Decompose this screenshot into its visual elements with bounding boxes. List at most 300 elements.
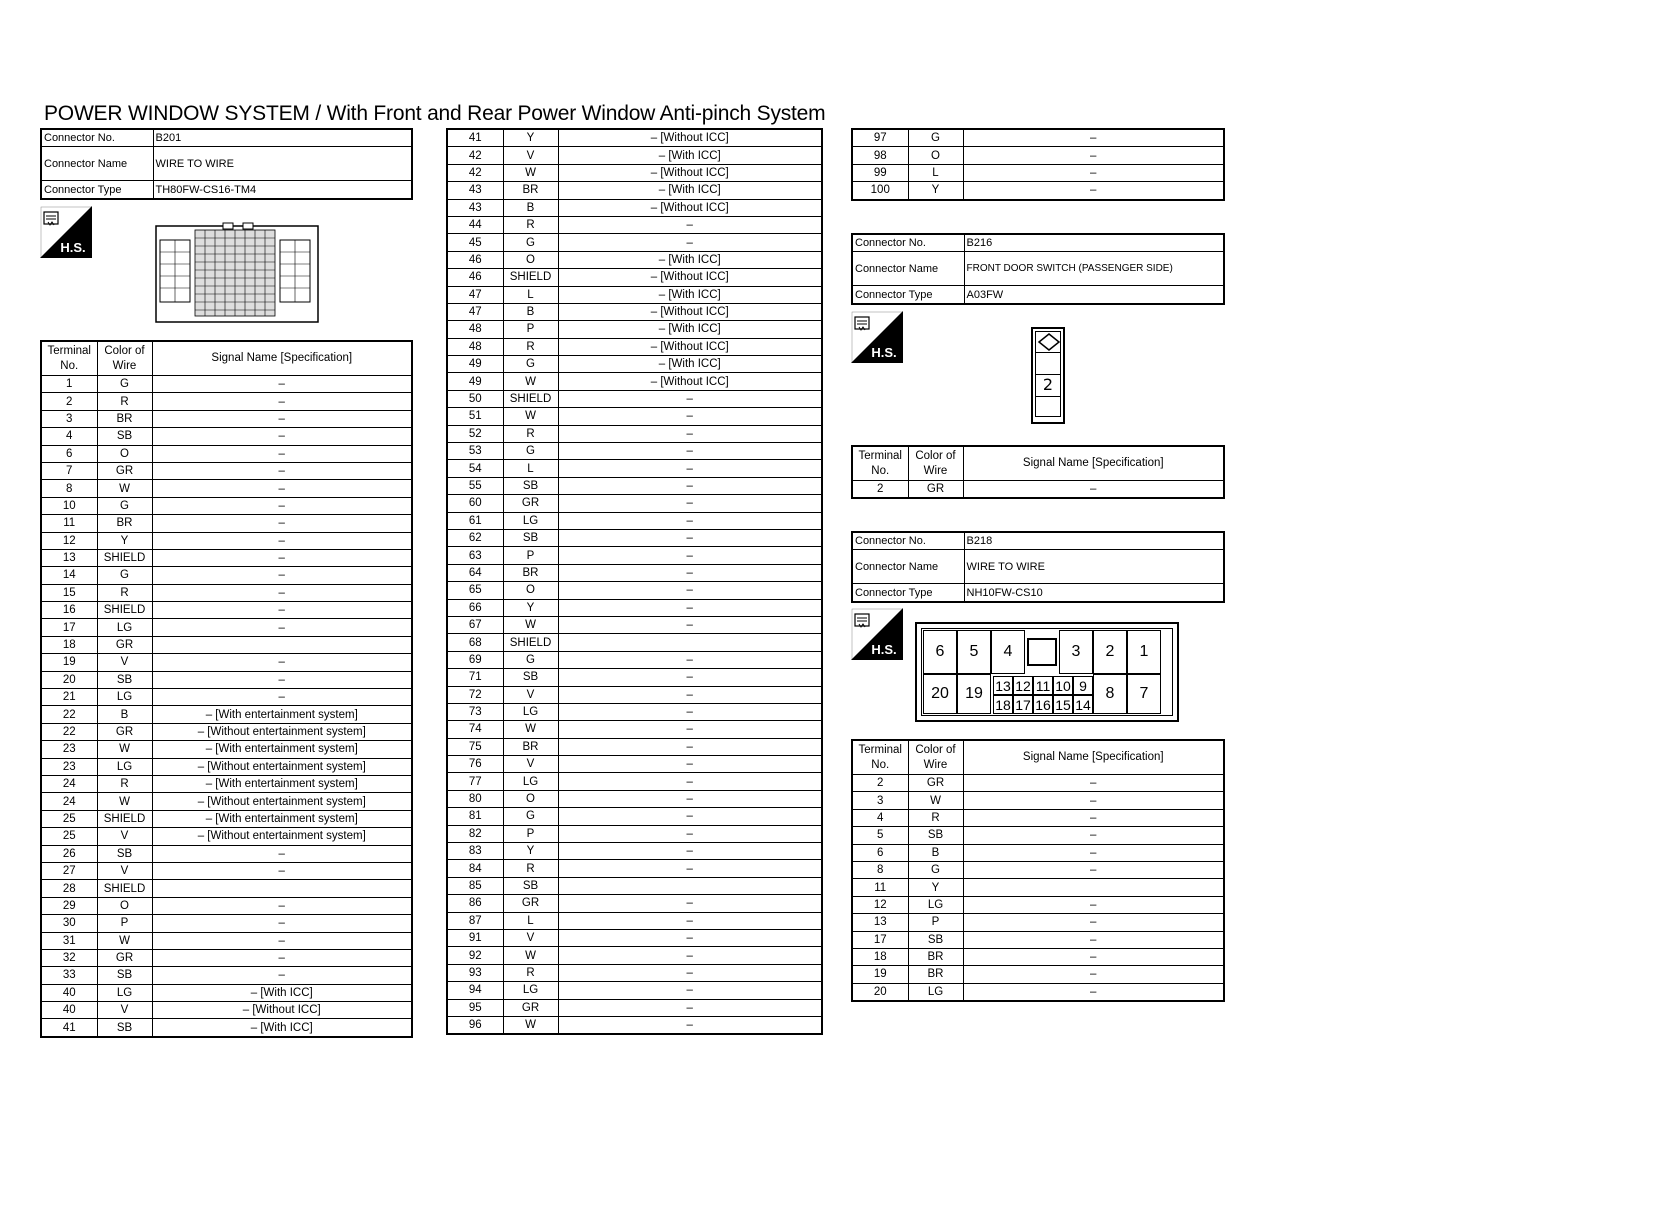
wire-color-cell: LG: [97, 619, 152, 636]
terminal-no-cell: 84: [447, 860, 503, 877]
wire-color-cell: LG: [97, 758, 152, 775]
b216-connector-type: A03FW: [964, 286, 1224, 304]
signal-name-cell: –: [152, 532, 412, 549]
terminal-no-cell: 97: [852, 129, 908, 147]
table-row: [447, 843, 822, 860]
terminal-no-cell: 20: [41, 671, 97, 688]
table-row: [447, 669, 822, 686]
signal-name-cell: –: [152, 376, 412, 393]
signal-name-cell: –: [558, 912, 822, 929]
table-row: [41, 845, 412, 862]
signal-name-cell: –: [558, 929, 822, 946]
terminal-no-cell: 33: [41, 967, 97, 984]
wire-color-cell: LG: [908, 983, 963, 1001]
signal-name-cell: [558, 877, 822, 894]
signal-name-cell: –: [152, 584, 412, 601]
terminal-no-cell: 91: [447, 929, 503, 946]
signal-name-cell: – [With ICC]: [558, 147, 822, 164]
terminal-no-cell: 49: [447, 356, 503, 373]
signal-name-cell: –: [558, 443, 822, 460]
terminal-no-cell: 12: [41, 532, 97, 549]
terminal-no-cell: 44: [447, 216, 503, 233]
terminal-no-cell: 4: [41, 428, 97, 445]
wire-color-cell: R: [503, 338, 558, 355]
terminal-no-cell: 14: [41, 567, 97, 584]
signal-name-cell: – [Without ICC]: [558, 303, 822, 320]
wire-color-cell: SHIELD: [503, 269, 558, 286]
table-row: [447, 686, 822, 703]
wire-color-cell: SHIELD: [97, 880, 152, 897]
terminal-no-cell: 43: [447, 182, 503, 199]
terminal-no-cell: 13: [852, 914, 908, 931]
terminal-no-cell: 4: [852, 809, 908, 826]
terminal-no-cell: 61: [447, 512, 503, 529]
signal-name-cell: –: [558, 616, 822, 633]
wire-color-cell: V: [503, 929, 558, 946]
signal-name-header: Signal Name [Specification]: [152, 341, 412, 376]
connector-no-label: Connector No.: [41, 129, 153, 147]
signal-name-cell: – [With entertainment system]: [152, 706, 412, 723]
wire-color-cell: G: [503, 356, 558, 373]
signal-name-cell: –: [152, 549, 412, 566]
terminal-no-cell: 50: [447, 390, 503, 407]
signal-name-cell: [558, 634, 822, 651]
connector-type-label: Connector Type: [41, 181, 153, 199]
b216-terminal-table: [851, 445, 1225, 499]
wire-color-cell: B: [908, 844, 963, 861]
b216-connector-no: B216: [964, 234, 1224, 252]
signal-name-cell: –: [963, 827, 1224, 844]
table-row: [41, 497, 412, 514]
svg-text:H.S.: H.S.: [871, 345, 897, 360]
harness-side-icon: [40, 206, 92, 258]
wire-color-cell: V: [97, 654, 152, 671]
terminal-no-cell: 32: [41, 949, 97, 966]
signal-name-cell: –: [963, 896, 1224, 913]
terminal-no-cell: 29: [41, 897, 97, 914]
b216-empty-cavity: [1035, 353, 1061, 375]
terminal-no-cell: 46: [447, 269, 503, 286]
table-row: [447, 912, 822, 929]
signal-name-cell: – [With ICC]: [152, 1019, 412, 1037]
terminal-no-cell: 40: [41, 984, 97, 1001]
table-row: [447, 999, 822, 1016]
terminal-no-cell: 28: [41, 880, 97, 897]
b216-empty-cavity: [1035, 397, 1061, 417]
table-row: [41, 1002, 412, 1019]
table-row: [447, 443, 822, 460]
table-row: [852, 164, 1224, 181]
table-row: [447, 147, 822, 164]
terminal-no-cell: 7: [41, 462, 97, 479]
wire-color-cell: BR: [503, 738, 558, 755]
signal-name-cell: –: [963, 147, 1224, 164]
table-row: [41, 480, 412, 497]
signal-name-cell: – [Without ICC]: [558, 129, 822, 147]
signal-name-cell: –: [558, 477, 822, 494]
wire-color-cell: SB: [503, 669, 558, 686]
table-row: [852, 775, 1224, 792]
hs-label: H.S.: [60, 240, 86, 255]
table-row: [41, 949, 412, 966]
connector-pin: 18: [993, 695, 1013, 714]
table-row: [41, 758, 412, 775]
table-row: [447, 1016, 822, 1034]
signal-name-cell: –: [558, 860, 822, 877]
b218-connector-face-diagram: [915, 622, 1179, 722]
table-row: [447, 790, 822, 807]
table-row: [41, 1019, 412, 1037]
signal-name-cell: – [With ICC]: [558, 182, 822, 199]
terminal-no-cell: 48: [447, 338, 503, 355]
signal-name-cell: –: [963, 844, 1224, 861]
wire-color-cell: V: [97, 1002, 152, 1019]
signal-name-cell: –: [152, 602, 412, 619]
b218-connector-name: WIRE TO WIRE: [964, 550, 1224, 584]
terminal-no-cell: 19: [852, 966, 908, 983]
wire-color-cell: P: [908, 914, 963, 931]
table-row: [852, 861, 1224, 878]
table-row: [41, 723, 412, 740]
table-row: [447, 477, 822, 494]
wire-color-cell: V: [503, 756, 558, 773]
terminal-no-cell: 42: [447, 147, 503, 164]
wire-color-cell: GR: [503, 495, 558, 512]
table-row: [447, 129, 822, 147]
terminal-no-cell: 55: [447, 477, 503, 494]
table-row: [41, 862, 412, 879]
wire-color-cell: SB: [908, 931, 963, 948]
terminal-no-cell: 95: [447, 999, 503, 1016]
table-row: [41, 567, 412, 584]
terminal-no-cell: 98: [852, 147, 908, 164]
table-row: [852, 481, 1224, 499]
signal-name-cell: – [With ICC]: [558, 321, 822, 338]
wire-color-cell: W: [97, 741, 152, 758]
table-row: [852, 948, 1224, 965]
wire-color-cell: SHIELD: [503, 634, 558, 651]
wire-color-cell: R: [503, 860, 558, 877]
terminal-no-cell: 80: [447, 790, 503, 807]
signal-name-cell: –: [558, 773, 822, 790]
terminal-no-cell: 2: [852, 775, 908, 792]
terminal-no-cell: 66: [447, 599, 503, 616]
wire-color-cell: V: [97, 828, 152, 845]
terminal-no-cell: 74: [447, 721, 503, 738]
signal-name-cell: –: [558, 408, 822, 425]
signal-name-cell: –: [963, 914, 1224, 931]
wire-color-cell: BR: [97, 410, 152, 427]
connector-pin: 9: [1073, 676, 1093, 695]
connector-name-label: Connector Name: [41, 147, 153, 181]
signal-name-cell: –: [963, 861, 1224, 878]
signal-name-cell: –: [152, 428, 412, 445]
wire-color-cell: GR: [503, 895, 558, 912]
signal-name-cell: –: [558, 425, 822, 442]
connector-pin: 19: [957, 674, 991, 714]
signal-name-cell: –: [963, 983, 1224, 1001]
terminal-no-cell: 6: [852, 844, 908, 861]
terminal-no-cell: 1: [41, 376, 97, 393]
wire-color-cell: L: [503, 460, 558, 477]
signal-name-cell: –: [558, 495, 822, 512]
signal-name-cell: – [Without ICC]: [558, 199, 822, 216]
wire-color-cell: SB: [97, 967, 152, 984]
harness-side-icon: [851, 311, 903, 363]
terminal-no-cell: 63: [447, 547, 503, 564]
terminal-no-cell: 46: [447, 251, 503, 268]
b201-connector-name: WIRE TO WIRE: [153, 147, 412, 181]
connector-pin: 14: [1073, 695, 1093, 714]
key-slot: [1027, 638, 1057, 666]
terminal-no-cell: 27: [41, 862, 97, 879]
connector-no-label: Connector No.: [852, 532, 964, 550]
table-row: [447, 373, 822, 390]
terminal-no-cell: 30: [41, 915, 97, 932]
signal-name-cell: [152, 880, 412, 897]
table-row: [447, 303, 822, 320]
terminal-no-cell: 13: [41, 549, 97, 566]
table-row: [41, 636, 412, 653]
signal-name-cell: –: [558, 529, 822, 546]
signal-name-cell: –: [152, 654, 412, 671]
table-row: [41, 775, 412, 792]
terminal-no-cell: 26: [41, 845, 97, 862]
wire-color-cell: W: [503, 408, 558, 425]
table-row: [852, 879, 1224, 896]
wire-color-cell: GR: [503, 999, 558, 1016]
table-row: [41, 654, 412, 671]
connector-pin: 2: [1093, 630, 1127, 674]
wire-color-cell: W: [97, 480, 152, 497]
table-row: [447, 773, 822, 790]
wire-color-cell: W: [908, 792, 963, 809]
signal-name-cell: –: [963, 129, 1224, 147]
signal-name-cell: –: [963, 792, 1224, 809]
wire-color-cell: V: [503, 686, 558, 703]
wire-color-cell: R: [97, 775, 152, 792]
table-row: [41, 671, 412, 688]
terminal-no-cell: 17: [852, 931, 908, 948]
signal-name-cell: –: [152, 445, 412, 462]
table-row: [447, 529, 822, 546]
wire-color-cell: R: [503, 964, 558, 981]
table-row: [447, 408, 822, 425]
wire-color-cell: L: [908, 164, 963, 181]
terminal-no-cell: 8: [41, 480, 97, 497]
signal-name-cell: –: [152, 897, 412, 914]
terminal-no-cell: 6: [41, 445, 97, 462]
terminal-no-cell: 62: [447, 529, 503, 546]
signal-name-cell: –: [558, 703, 822, 720]
table-row: [852, 182, 1224, 200]
terminal-no-cell: 67: [447, 616, 503, 633]
wire-color-cell: GR: [97, 636, 152, 653]
signal-name-cell: –: [152, 689, 412, 706]
signal-name-cell: –: [152, 567, 412, 584]
wire-color-cell: LG: [503, 703, 558, 720]
wire-color-cell: R: [97, 393, 152, 410]
signal-name-header: Signal Name [Specification]: [963, 740, 1224, 775]
terminal-no-cell: 19: [41, 654, 97, 671]
signal-name-cell: –: [963, 164, 1224, 181]
wire-color-cell: P: [503, 825, 558, 842]
wire-color-cell: O: [503, 251, 558, 268]
wire-color-cell: BR: [503, 182, 558, 199]
signal-name-cell: –: [152, 915, 412, 932]
wire-color-cell: Y: [908, 182, 963, 200]
wire-color-cell: W: [97, 932, 152, 949]
terminal-no-cell: 18: [852, 948, 908, 965]
table-row: [447, 495, 822, 512]
terminal-no-cell: 81: [447, 808, 503, 825]
connector-pin: 1: [1127, 630, 1161, 674]
table-row: [41, 915, 412, 932]
color-of-wire-header: Color of Wire: [908, 446, 963, 481]
wire-color-cell: SB: [503, 477, 558, 494]
connector-pin: 3: [1059, 630, 1093, 674]
wire-color-cell: BR: [97, 515, 152, 532]
terminal-no-cell: 64: [447, 564, 503, 581]
wire-color-cell: GR: [97, 949, 152, 966]
signal-name-cell: –: [558, 999, 822, 1016]
connector-pin: 8: [1093, 674, 1127, 714]
signal-name-cell: –: [558, 947, 822, 964]
table-row: [447, 808, 822, 825]
terminal-no-cell: 93: [447, 964, 503, 981]
wire-color-cell: V: [97, 862, 152, 879]
wire-color-cell: LG: [908, 896, 963, 913]
table-row: [41, 880, 412, 897]
signal-name-cell: –: [558, 982, 822, 999]
wire-color-cell: Y: [97, 532, 152, 549]
wire-color-cell: Y: [503, 599, 558, 616]
signal-name-cell: –: [152, 671, 412, 688]
wire-color-cell: L: [503, 912, 558, 929]
terminal-no-cell: 24: [41, 793, 97, 810]
table-row: [447, 616, 822, 633]
table-row: [447, 286, 822, 303]
wire-color-cell: V: [503, 147, 558, 164]
table-row: [447, 651, 822, 668]
wire-color-cell: B: [503, 199, 558, 216]
connector-pin: 6: [923, 630, 957, 674]
signal-name-cell: – [With ICC]: [558, 251, 822, 268]
connector-no-label: Connector No.: [852, 234, 964, 252]
table-row: [447, 564, 822, 581]
wire-color-cell: R: [503, 425, 558, 442]
wire-color-cell: G: [503, 808, 558, 825]
terminal-no-cell: 85: [447, 877, 503, 894]
signal-name-cell: –: [558, 1016, 822, 1034]
signal-name-cell: –: [152, 845, 412, 862]
terminal-no-cell: 52: [447, 425, 503, 442]
terminal-no-cell: 47: [447, 286, 503, 303]
wire-color-cell: LG: [97, 984, 152, 1001]
wire-color-cell: R: [503, 216, 558, 233]
wire-color-cell: O: [97, 897, 152, 914]
terminal-no-cell: 24: [41, 775, 97, 792]
terminal-no-cell: 20: [852, 983, 908, 1001]
connector-pin: 4: [991, 630, 1025, 674]
terminal-no-cell: 65: [447, 582, 503, 599]
wire-color-cell: SHIELD: [97, 549, 152, 566]
wire-color-cell: GR: [97, 723, 152, 740]
table-row: [41, 410, 412, 427]
signal-name-cell: –: [152, 497, 412, 514]
wire-color-cell: G: [908, 861, 963, 878]
signal-name-cell: –: [152, 393, 412, 410]
terminal-no-cell: 3: [41, 410, 97, 427]
table-row: [447, 321, 822, 338]
connector-pin: 13: [993, 676, 1013, 695]
signal-name-cell: –: [963, 809, 1224, 826]
connector-pin: 12: [1013, 676, 1033, 695]
terminal-no-cell: 99: [852, 164, 908, 181]
signal-name-cell: – [With ICC]: [152, 984, 412, 1001]
wire-color-cell: SB: [97, 1019, 152, 1037]
terminal-no-cell: 2: [852, 481, 908, 499]
signal-name-cell: –: [558, 756, 822, 773]
signal-name-cell: – [Without ICC]: [558, 338, 822, 355]
table-row: [41, 984, 412, 1001]
wire-color-cell: LG: [503, 982, 558, 999]
table-row: [447, 356, 822, 373]
signal-name-cell: –: [558, 808, 822, 825]
table-row: [41, 532, 412, 549]
table-row: [41, 445, 412, 462]
color-of-wire-header: Color of Wire: [908, 740, 963, 775]
wire-color-cell: G: [908, 129, 963, 147]
signal-name-cell: – [Without entertainment system]: [152, 723, 412, 740]
signal-name-cell: –: [558, 512, 822, 529]
wire-color-cell: L: [503, 286, 558, 303]
connector-name-label: Connector Name: [852, 550, 964, 584]
terminal-no-cell: 23: [41, 741, 97, 758]
signal-name-cell: –: [963, 182, 1224, 200]
terminal-no-cell: 87: [447, 912, 503, 929]
signal-name-cell: – [Without ICC]: [558, 164, 822, 181]
table-row: [447, 895, 822, 912]
signal-name-cell: – [With entertainment system]: [152, 775, 412, 792]
signal-name-cell: – [Without entertainment system]: [152, 758, 412, 775]
terminal-no-cell: 60: [447, 495, 503, 512]
table-row: [852, 147, 1224, 164]
signal-name-cell: –: [558, 390, 822, 407]
signal-name-cell: – [Without ICC]: [558, 373, 822, 390]
wire-color-cell: SB: [97, 671, 152, 688]
table-row: [852, 129, 1224, 147]
table-row: [447, 182, 822, 199]
wire-color-cell: O: [503, 582, 558, 599]
terminal-no-cell: 17: [41, 619, 97, 636]
table-row: [447, 964, 822, 981]
terminal-no-cell: 77: [447, 773, 503, 790]
wire-color-cell: R: [908, 809, 963, 826]
signal-name-cell: –: [152, 967, 412, 984]
table-row: [852, 809, 1224, 826]
table-row: [852, 827, 1224, 844]
table-row: [447, 634, 822, 651]
wire-color-cell: SB: [503, 529, 558, 546]
signal-name-cell: –: [558, 686, 822, 703]
wire-color-cell: SHIELD: [97, 602, 152, 619]
signal-name-cell: –: [963, 481, 1224, 499]
connector-type-label: Connector Type: [852, 584, 964, 602]
wire-color-cell: O: [503, 790, 558, 807]
wire-color-cell: O: [908, 147, 963, 164]
terminal-no-cell: 75: [447, 738, 503, 755]
